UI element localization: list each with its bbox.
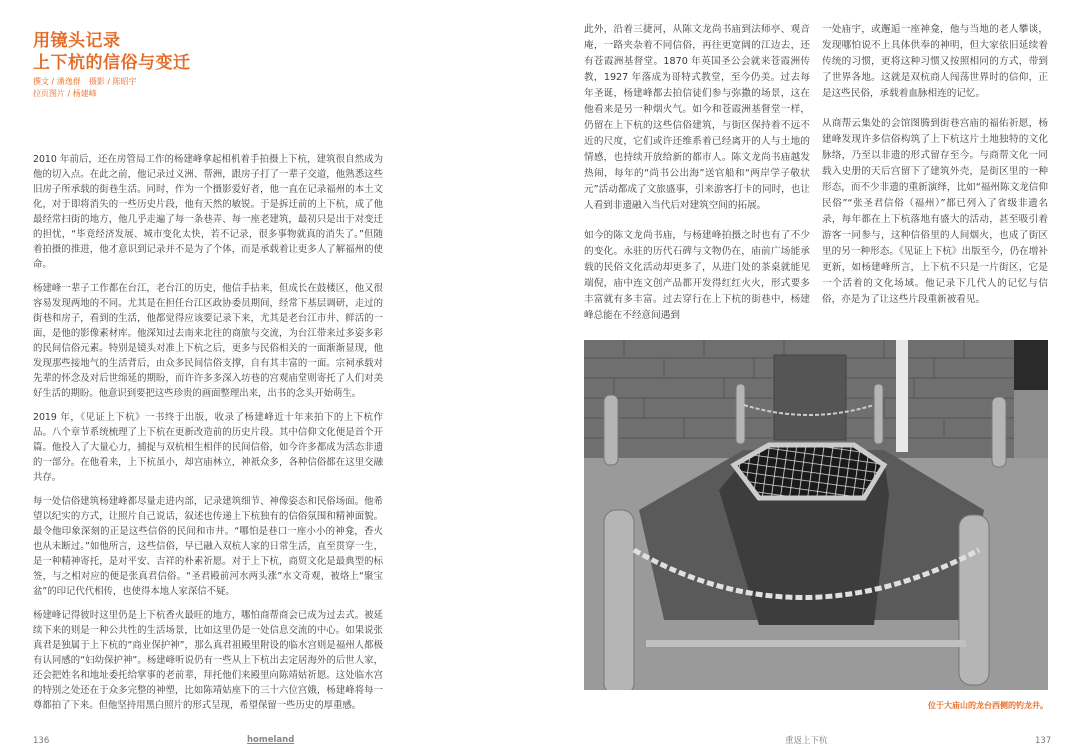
- paragraph: 2019 年，《见证上下杭》一书终于出版，收录了杨建峰近十年来拍下的上下杭作品。八个章节系统梳理了上下杭在更新改造前的历史片段。其中信仰文化便是首个开篇。他投入了大量心力，捕捉与双杭相生相伴的民间信俗，如今许多都成为活态非遗的一部分。在他看来，上下杭虽小，却宫庙林立，神祇众多，各种信俗都在这里交融共存。: [33, 412, 383, 483]
- photo-credit: 拉页图片 / 杨建峰: [33, 89, 97, 98]
- paragraph: 杨建峰一辈子工作都在台江，老台江的历史，他信手拈来，但成长在鼓楼区，他又很容易发现两地的不同。尤其是在担任台江区政协委员期间，经常下基层调研，走过的街巷和房子，看到的生活，他都觉得应该要记录下来，尤其是老台江市井、鲜活的一面，是他的影像素材库。他深知过去南来北往的商旅与交流，为台江带来过多姿多彩的民间信俗元素。特别是镜头对准上下杭之后，更多与民俗相关的一面渐渐显现，他发现那些接地气的生活背后，由众多民间信俗支撑，自有其丰富的一面。宗祠承载对先辈的怀念及对后世绵延的期盼，而许许多多深入坊巷的宫观庙堂则寄托了人们对美好生活的期盼。他意识到要把这些珍贵的画面整理出来，出书的念头开始萌生。: [33, 283, 383, 399]
- paragraph: 从商帮云集处的会馆图腾到街巷宫庙的福佑祈愿，杨建峰发现许多信俗构筑了上下杭这片土地独特的文化脉络，乃至以非遗的形式留存至今。与商帮文化一同载入史册的天后宫留下了建筑外壳，是街区里的一种形态，而不少非遗的重新演绎，比如“福州陈文龙信仰民俗”“张圣君信俗（福州）”都已列入了省级非遗名录，每年都在上下杭落地有盛大的活动，甚至吸引着游客一同参与，这种信俗里的人间烟火，也成了街区里的另一种形态。《见证上下杭》出版至今，仍在增补更新，如杨建峰所言，上下杭不只是一片街区，它是一个活着的文化场域。他记录下几代人的记忆与信俗，亦是为了让这些片段重新被看见。: [822, 118, 1048, 305]
- drain-pipe: [896, 340, 908, 452]
- doorway: [1014, 340, 1048, 390]
- middle-text-column: [584, 22, 810, 338]
- well-photo: [584, 340, 1048, 690]
- right-text-column: [822, 22, 1048, 322]
- author-credit: 撰文 / 潘逸群 摄影 / 陈昭宇: [33, 77, 137, 86]
- well-grate: [734, 445, 884, 498]
- page-number-right: 137: [1035, 736, 1052, 746]
- article-title: [33, 30, 191, 74]
- paragraph: 如今的陈文龙尚书庙，与杨建峰拍摄之时也有了不少的变化。永驻的历代石碑与文物仍在，庙前广场能承载的民俗文化活动却更多了，从进门处的茶桌就能见端倪，庙中连文创产品都开发得红红火火，形式要多丰富就有多丰富。过去穿行在上下杭的街巷中，杨建峰总能在不经意间遇到: [584, 230, 810, 321]
- title-line-2: 上下杭的信俗与变迁: [33, 53, 191, 73]
- left-text-column: [33, 152, 383, 722]
- photo-caption: 位于大庙山的龙台西侧的钓龙井。: [928, 701, 1048, 710]
- paragraph: 杨建峰记得彼时这里仍是上下杭香火最旺的地方，哪怕商帮商会已成为过去式。被延续下来的则是一种公共性的生活场景，比如这里仍是一处信息交流的中心。如果说张真君是独属于上下杭的“商业保护神”，那么真君祖殿里附设的临水宫则是福州人都极有认同感的“妇幼保护神”。杨建峰听说仍有一些从上下杭出去定居海外的后世人家，还会把姓名和地址委托给掌事的老前辈，拜托他们来殿里向陈靖姑祈愿。这处临水宫的特别之处还在于众多完整的神塑，比如陈靖姑座下的三十六位宫娥，杨建峰将每一尊都拍了下来。但他坚持用黑白照片的形式呈现，希望保留一些历史的厚重感。: [33, 610, 383, 711]
- page-number-left: 136: [33, 736, 50, 746]
- paragraph: 一处庙宇，或邂逅一座神龛，他与当地的老人攀谈，发现哪怕说不上具体供奉的神明，但大家依旧延续着传统的习惯，更将这种习惯又按照相同的方式，带到了世界各地。这就是双杭商人闯荡世界时的信仰，正是这些民俗，承载着血脉相连的记忆。: [822, 24, 1048, 99]
- paragraph: 每一处信俗建筑杨建峰都尽量走进内部，记录建筑细节、神像姿态和民俗场面。他希望以纪实的方式，让照片自己说话，叙述也传递上下杭独有的信俗氛围和精神面貌。最令他印象深刻的正是这些信俗的民间和市井。“哪怕是巷口一座小小的神龛，香火也从未断过。”如他所言，这些信俗，早已融入双杭人家的日常生活，直至贯穿一生，是一种精神寄托，是对平安、吉祥的朴素祈愿。对于上下杭，商贸文化是最典型的标签，与之相对应的便是张真君信俗。“圣君殿前河水两头涨”水文奇观，被烙上“聚宝盆”的印记代代相传，也使得本地人家深信不疑。: [33, 496, 383, 597]
- paragraph: 2010 年前后，还在房管局工作的杨建峰拿起相机着手拍摄上下杭，建筑很自然成为他的切入点。在此之前，他记录过义洲、帮洲，跟房子打了一辈子交道，他熟悉这些旧房子所承载的街巷生活。同时，作为一个摄影爱好者，他一直在记录福州的本土文化，对于即将消失的一些历史片段，他有天然的敏锐。于是拆迁前的上下杭，成了他最经常扫街的地方，他几乎走遍了每一条巷弄、每一座老建筑，最初只是出于对变迁的担忧，“毕竟经济发展、城市变化太快，若不记录，很多事物就真的消失了。”但随着拍摄的推进，他才意识到记录并不是为了个体，而是承载着让更多人了解福州的使命。: [33, 154, 383, 270]
- paragraph: 此外，沿着三捷河，从陈文龙尚书庙到法师亭、观音庵，一路夹杂着不同信俗，再往更宽阔的江边去，还有苍霞洲基督堂。1870 年英国圣公会就来苍霞洲传教，1927 年落成为哥特式教堂，至今仍美。过去每年圣诞，杨建峰都去拍信徒们参与弥撒的场景，这在他看来是另一种烟火气。如今和苍霞洲基督堂一样，仍留在上下杭的这些信俗建筑，与街区保持着不远不近的尺度，它们或许还维系着已经离开的人与土地的情感，也持续开放给新的都市人。陈文龙尚书庙越发热闹，每年的“尚书公出海”送官船和“两岸学子敬状元”活动都成了文旅盛事，引来游客打卡的同时，也让人看到非遗融入当代后对建筑空间的拓展。: [584, 24, 810, 211]
- section-name: 重返上下杭: [785, 736, 828, 746]
- title-line-1: 用镜头记录: [33, 31, 121, 51]
- rail-bar: [646, 640, 966, 647]
- right-page: [540, 0, 1080, 752]
- magazine-logo: homeland: [247, 735, 295, 745]
- stone-tablet: [774, 355, 846, 440]
